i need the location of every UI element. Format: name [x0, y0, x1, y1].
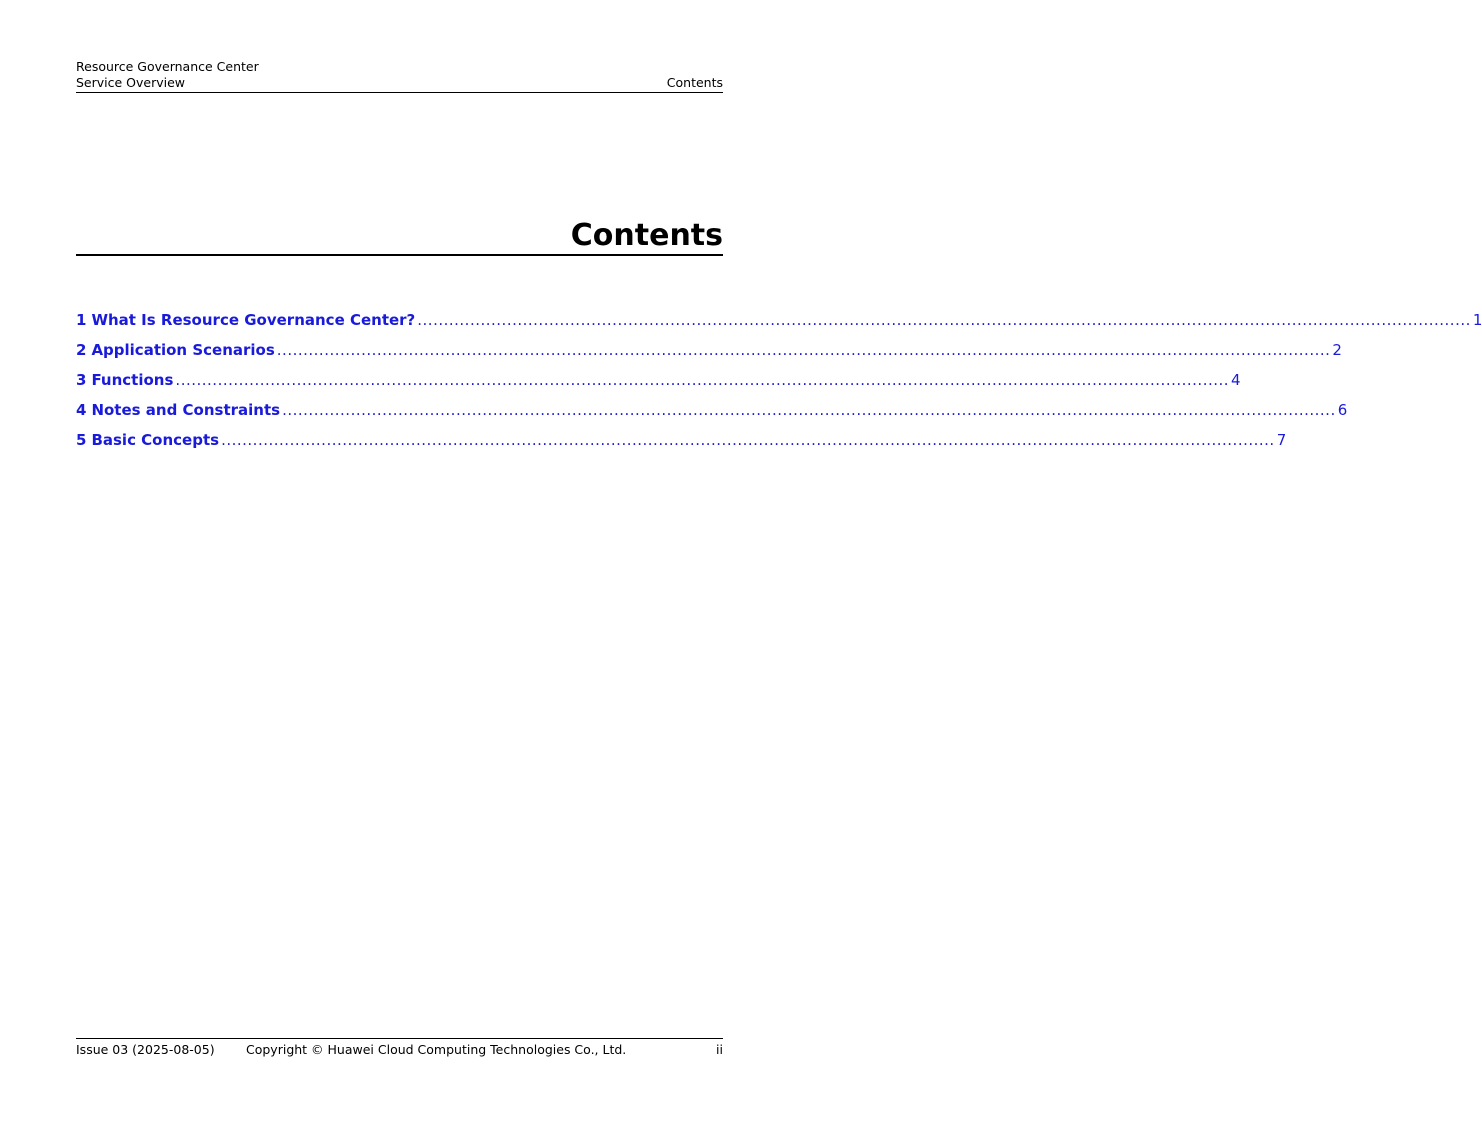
toc-entry-page: 6 — [1337, 401, 1348, 419]
toc-dot-leader: ........................................................................................................................................................................................................ — [417, 311, 1471, 329]
footer-page-number: ii — [716, 1042, 723, 1057]
footer-copyright: Copyright © Huawei Cloud Computing Technologies Co., Ltd. — [246, 1042, 627, 1057]
header-document-name: Service Overview — [76, 75, 186, 90]
toc-entry-number: 4 — [76, 401, 87, 419]
toc-entry-page: 7 — [1276, 431, 1287, 449]
page-footer — [76, 1038, 723, 1059]
toc-entry-page: 1 — [1472, 311, 1482, 329]
toc-dot-leader: ........................................................................................................................................................................................................ — [276, 341, 1331, 359]
toc-entry-title: Basic Concepts — [91, 431, 220, 449]
toc-entry-label — [76, 310, 415, 330]
toc-entry-title: Notes and Constraints — [91, 401, 281, 419]
header-product-name: Resource Governance Center — [76, 59, 259, 74]
toc-entry-what-is-rgc[interactable] — [76, 310, 1482, 340]
toc-entry-application-scenarios[interactable] — [76, 340, 1342, 370]
footer-issue: Issue 03 (2025-08-05) — [76, 1042, 215, 1057]
toc-entry-label — [76, 340, 275, 360]
toc-entry-label — [76, 370, 173, 390]
toc-entry-number: 3 — [76, 371, 87, 389]
toc-entry-page: 4 — [1231, 371, 1241, 389]
toc-entry-functions[interactable] — [76, 370, 1241, 400]
header-section-name: Contents — [666, 75, 723, 90]
table-of-contents — [76, 310, 1482, 460]
toc-dot-leader: ........................................................................................................................................................................................................ — [175, 371, 1230, 389]
toc-entry-page: 2 — [1332, 341, 1342, 359]
toc-dot-leader: ........................................................................................................................................................................................................ — [221, 431, 1275, 449]
toc-entry-number: 5 — [76, 431, 87, 449]
toc-entry-label — [76, 430, 219, 450]
page-header — [76, 59, 723, 93]
toc-entry-number: 1 — [76, 311, 87, 329]
toc-entry-label — [76, 400, 280, 420]
toc-entry-notes-and-constraints[interactable] — [76, 400, 1348, 430]
toc-entry-title: Application Scenarios — [91, 341, 275, 359]
page-title: Contents — [76, 218, 723, 256]
toc-dot-leader: ........................................................................................................................................................................................................ — [282, 401, 1336, 419]
toc-entry-number: 2 — [76, 341, 87, 359]
toc-entry-basic-concepts[interactable] — [76, 430, 1287, 460]
toc-entry-title: Functions — [91, 371, 174, 389]
toc-entry-title: What Is Resource Governance Center? — [91, 311, 416, 329]
